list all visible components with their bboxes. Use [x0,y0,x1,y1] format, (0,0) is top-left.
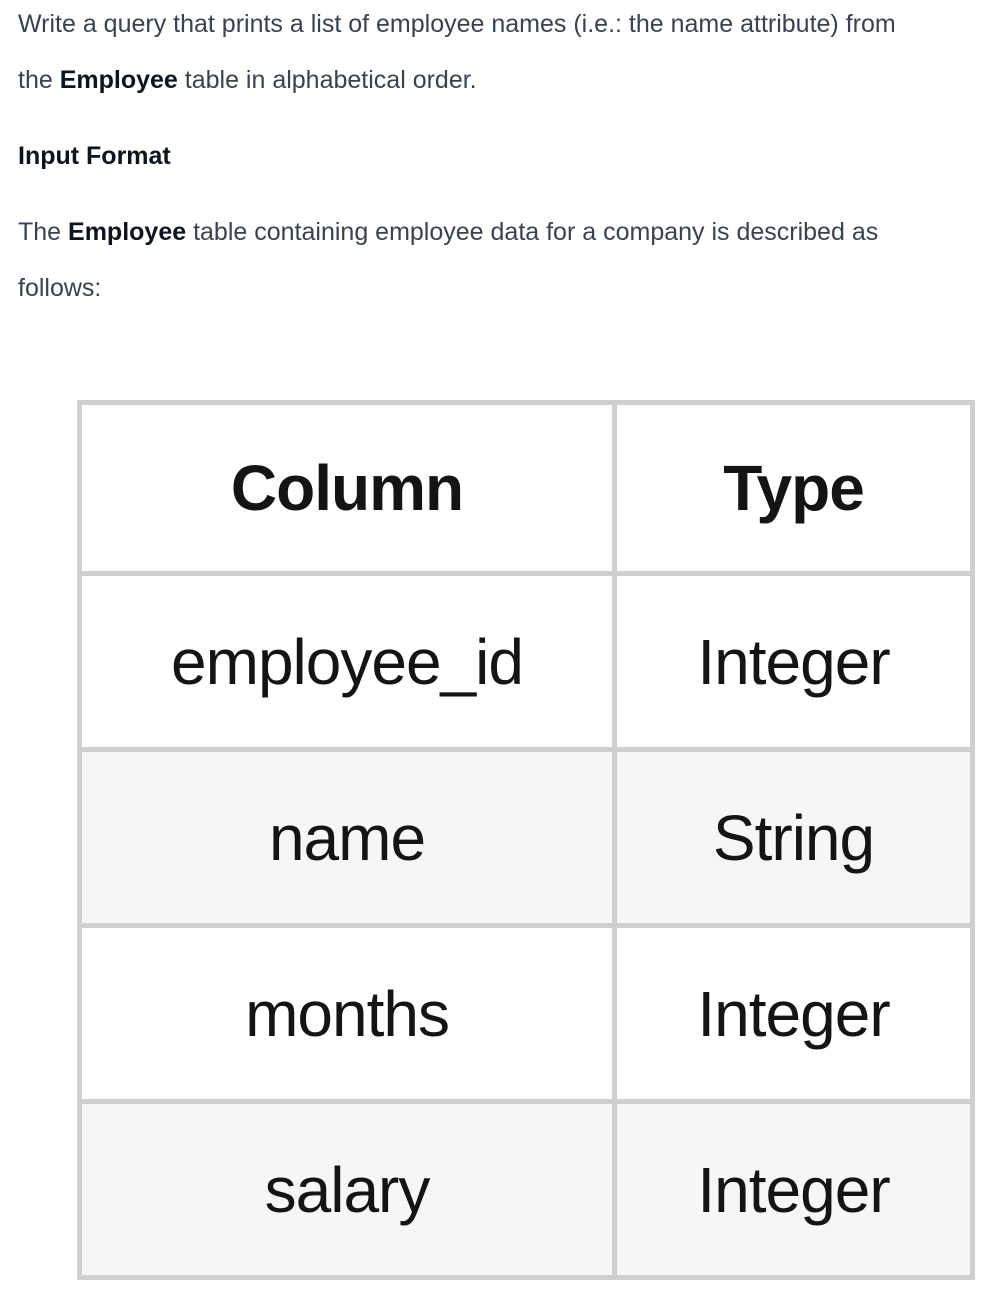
column-name-cell: employee_id [80,574,615,750]
column-name-cell: name [80,750,615,926]
column-name-cell: months [80,926,615,1102]
input-format-heading: Input Format [18,142,171,170]
column-header: Column [80,403,615,574]
column-name-cell: salary [80,1102,615,1278]
table-name-emphasis: Employee [68,218,187,246]
column-type-cell: Integer [615,1102,973,1278]
schema-table-image [77,400,970,1280]
desc-line-2: follows: [18,274,102,302]
table-row [80,750,973,926]
column-type-cell: Integer [615,926,973,1102]
desc-suffix: table containing employee data for a company is described as [186,218,879,246]
intro-line-2-prefix: the [18,66,60,94]
table-description [18,204,1003,316]
type-header: Type [615,403,973,574]
problem-statement [18,0,1003,302]
column-type-cell: String [615,750,973,926]
desc-prefix: The [18,218,69,246]
schema-table [77,400,975,1280]
table-header-row [80,403,973,574]
intro-line-1: Write a query that prints a list of employee names (i.e.: the name attribute) from [18,10,896,38]
table-row [80,1102,973,1278]
column-type-cell: Integer [615,574,973,750]
table-name-emphasis: Employee [59,66,178,94]
intro-line-2-suffix: table in alphabetical order. [177,66,477,94]
table-row [80,926,973,1102]
table-row [80,574,973,750]
problem-intro [18,0,1003,108]
